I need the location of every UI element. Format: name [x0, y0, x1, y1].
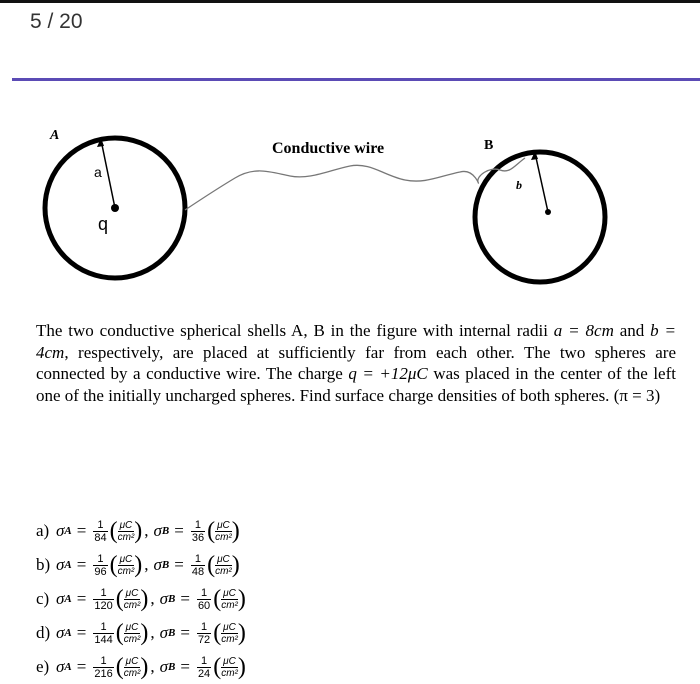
conductive-wire [185, 158, 525, 210]
sigma-symbol: σ [56, 623, 65, 642]
unit-denominator: cm² [221, 667, 238, 679]
paren-close: ) [140, 619, 149, 646]
fraction-b [197, 587, 211, 612]
unit-numerator: μC [223, 655, 236, 667]
fraction-numerator: 1 [100, 620, 107, 633]
unit-denominator: cm² [123, 667, 141, 679]
problem-text-4: was placed in the center of the left one of the initially uncharged spheres. Find surface charge densities of both spheres. [36, 364, 676, 405]
sigma-symbol: σ [56, 521, 65, 540]
sphere-b-shell [475, 152, 605, 282]
figure-spheres [0, 120, 700, 290]
label-charge-q: q [98, 214, 109, 234]
problem-statement [36, 320, 676, 406]
paren-open: ( [109, 551, 118, 578]
paren-close: ) [231, 517, 240, 544]
paren-open: ( [115, 653, 124, 680]
fraction-a [93, 519, 107, 544]
option-label: c) [36, 589, 50, 608]
unit-numerator: μC [217, 519, 230, 531]
fraction-numerator: 1 [201, 620, 208, 633]
fraction-numerator: 1 [100, 654, 107, 667]
fraction-numerator: 1 [201, 654, 208, 667]
problem-text-1: The two conductive spherical shells A, B in the figure with internal radii [36, 321, 554, 340]
unit-denominator: cm² [123, 633, 141, 645]
unit-numerator: μC [119, 519, 133, 531]
unit-fraction [221, 656, 238, 679]
unit-fraction [221, 622, 238, 645]
fraction-b [197, 655, 211, 680]
fraction-denominator: 216 [94, 667, 113, 680]
radius-b-value: b = 4cm [36, 321, 677, 362]
fraction-b [197, 621, 211, 646]
subscript-a: A [64, 559, 72, 571]
sigma-symbol: σ [153, 521, 162, 540]
label-sphere-a: A [50, 128, 60, 143]
subscript-b: B [168, 593, 176, 605]
radius-a-line [101, 140, 115, 208]
paren-close: ) [231, 551, 240, 578]
subscript-b: B [168, 627, 176, 639]
unit-fraction [124, 656, 141, 679]
fraction-a [93, 621, 113, 646]
equals-sign: = [174, 555, 184, 574]
fraction-b [191, 519, 205, 544]
problem-text-2: and [613, 321, 651, 340]
option-row[interactable] [36, 616, 436, 650]
fraction-denominator: 48 [191, 565, 205, 578]
fraction-a [93, 655, 113, 680]
paren-close: ) [134, 517, 143, 544]
problem-text-3: , respectively, are placed at sufficiently far from each other. The two spheres are connected by a conductive wire. The charge [36, 342, 676, 383]
fraction-denominator: 72 [197, 633, 211, 646]
equals-sign: = [76, 589, 87, 608]
paren-open: ( [213, 653, 222, 680]
unit-denominator: cm² [221, 599, 238, 611]
paren-open: ( [115, 585, 124, 612]
option-label: e) [36, 657, 50, 676]
fraction-denominator: 96 [94, 565, 107, 578]
paren-open: ( [213, 585, 222, 612]
unit-numerator: μC [223, 621, 236, 633]
unit-numerator: μC [119, 553, 133, 565]
comma-separator: , [144, 521, 149, 540]
charge-value: q = +12μC [348, 364, 428, 383]
unit-fraction [215, 520, 232, 543]
sphere-b-center-dot [545, 209, 551, 215]
fraction-a [93, 587, 113, 612]
unit-numerator: μC [125, 655, 139, 667]
pi-value: (π = 3) [613, 385, 661, 405]
paren-open: ( [213, 619, 222, 646]
top-border [0, 0, 700, 3]
page-counter: 5 / 20 [30, 10, 83, 33]
option-row[interactable] [36, 514, 436, 548]
label-radius-b: b [516, 178, 522, 192]
paren-close: ) [237, 585, 246, 612]
equals-sign: = [76, 657, 87, 676]
option-label: a) [36, 521, 50, 540]
fraction-denominator: 120 [94, 599, 113, 612]
equals-sign: = [180, 589, 190, 608]
option-label: b) [36, 555, 51, 574]
paren-close: ) [140, 653, 149, 680]
paren-close: ) [237, 619, 246, 646]
fraction-numerator: 1 [100, 586, 107, 599]
fraction-denominator: 24 [197, 667, 211, 680]
subscript-b: B [161, 559, 170, 571]
option-label: d) [36, 623, 51, 642]
radius-a-value: a = 8cm [553, 321, 614, 340]
fraction-numerator: 1 [201, 586, 208, 599]
paren-open: ( [207, 517, 216, 544]
unit-fraction [118, 554, 135, 577]
paren-open: ( [115, 619, 124, 646]
equals-sign: = [180, 623, 190, 642]
fraction-numerator: 1 [97, 552, 104, 565]
fraction-numerator: 1 [194, 518, 202, 531]
subscript-a: A [64, 593, 72, 605]
comma-separator: , [150, 623, 155, 642]
answer-options [36, 514, 436, 684]
unit-fraction [124, 588, 141, 611]
subscript-a: A [64, 661, 72, 673]
header-divider [12, 78, 700, 81]
equals-sign: = [174, 521, 184, 540]
unit-fraction [124, 622, 141, 645]
subscript-b: B [161, 525, 170, 537]
sigma-symbol: σ [159, 623, 168, 642]
fraction-denominator: 144 [94, 633, 113, 646]
subscript-a: A [64, 525, 72, 537]
fraction-numerator: 1 [97, 518, 104, 531]
equals-sign: = [76, 623, 87, 642]
fraction-numerator: 1 [194, 552, 202, 565]
sigma-symbol: σ [56, 589, 65, 608]
unit-denominator: cm² [123, 599, 141, 611]
paren-close: ) [140, 585, 149, 612]
charge-q-dot [111, 204, 119, 212]
label-sphere-b: B [484, 138, 494, 153]
unit-denominator: cm² [215, 565, 232, 577]
unit-fraction [221, 588, 238, 611]
unit-numerator: μC [125, 587, 139, 599]
paren-close: ) [134, 551, 143, 578]
paren-close: ) [237, 653, 246, 680]
comma-separator: , [150, 657, 155, 676]
comma-separator: , [150, 589, 155, 608]
subscript-a: A [64, 627, 72, 639]
label-conductive-wire: Conductive wire [272, 140, 385, 157]
paren-open: ( [207, 551, 216, 578]
radius-b-line [535, 153, 548, 212]
unit-fraction [215, 554, 232, 577]
unit-denominator: cm² [117, 565, 135, 577]
unit-numerator: μC [125, 621, 139, 633]
fraction-a [93, 553, 107, 578]
unit-fraction [118, 520, 135, 543]
subscript-b: B [168, 661, 176, 673]
unit-denominator: cm² [117, 531, 135, 543]
equals-sign: = [76, 555, 87, 574]
equals-sign: = [76, 521, 87, 540]
option-row[interactable] [36, 548, 436, 582]
equals-sign: = [180, 657, 190, 676]
fraction-denominator: 36 [191, 531, 205, 544]
unit-numerator: μC [217, 553, 230, 565]
fraction-denominator: 60 [197, 599, 211, 612]
fraction-b [191, 553, 205, 578]
sigma-symbol: σ [153, 555, 162, 574]
fraction-denominator: 84 [94, 531, 107, 544]
unit-numerator: μC [223, 587, 236, 599]
sigma-symbol: σ [56, 555, 65, 574]
comma-separator: , [144, 555, 149, 574]
paren-open: ( [109, 517, 118, 544]
sigma-symbol: σ [56, 657, 65, 676]
label-radius-a: a [94, 164, 102, 180]
option-row[interactable] [36, 582, 436, 616]
sigma-symbol: σ [159, 657, 168, 676]
unit-denominator: cm² [221, 633, 238, 645]
sigma-symbol: σ [159, 589, 168, 608]
unit-denominator: cm² [215, 531, 232, 543]
